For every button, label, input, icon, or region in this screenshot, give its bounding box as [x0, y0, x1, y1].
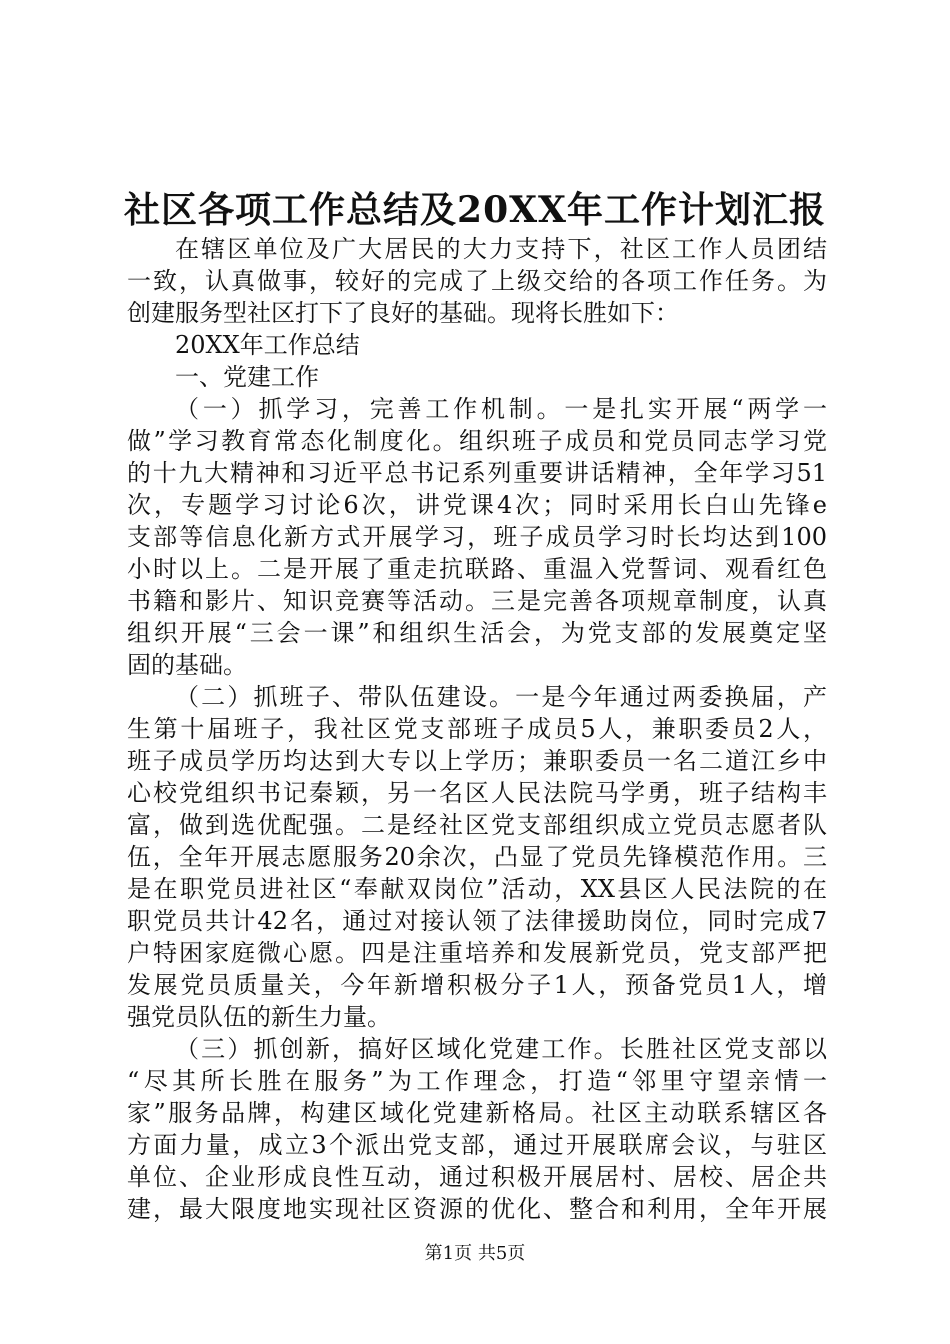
text-line: 家”服务品牌，构建区域化党建新格局。社区主动联系辖区各 [127, 1099, 827, 1127]
text-line: “尽其所长胜在服务”为工作理念，打造“邻里守望亲情一 [127, 1067, 827, 1095]
text-line: 富，做到选优配强。二是经社区党支部组织成立党员志愿者队 [127, 811, 827, 839]
text-line: 小时以上。二是开展了重走抗联路、重温入党誓词、观看红色 [127, 555, 827, 583]
text-line: 单位、企业形成良性互动，通过积极开展居村、居校、居企共 [127, 1163, 827, 1191]
text-line: （三）抓创新，搞好区域化党建工作。长胜社区党支部以 [175, 1035, 827, 1063]
text-line: （二）抓班子、带队伍建设。一是今年通过两委换届，产 [175, 683, 827, 711]
text-line: 发展党员质量关，今年新增积极分子1人，预备党员1人，增 [127, 971, 827, 999]
text-line: 班子成员学历均达到大专以上学历；兼职委员一名二道江乡中 [127, 747, 827, 775]
text-line: 伍，全年开展志愿服务20余次，凸显了党员先锋模范作用。三 [127, 843, 827, 871]
text-line: 生第十届班子，我社区党支部班子成员5人，兼职委员2人， [127, 715, 827, 743]
text-line: 书籍和影片、知识竞赛等活动。三是完善各项规章制度，认真 [127, 587, 827, 615]
text-line: 心校党组织书记秦颖，另一名区人民法院马学勇，班子结构丰 [127, 779, 827, 807]
text-line: 职党员共计42名，通过对接认领了法律援助岗位，同时完成7 [127, 907, 827, 935]
page-footer: 第1页 共5页 [424, 1243, 526, 1264]
document-title: 社区各项工作总结及20XX年工作计划汇报 [124, 189, 826, 231]
text-line: 做”学习教育常态化制度化。组织班子成员和党员同志学习党 [127, 427, 827, 455]
text-line: 次，专题学习讨论6次，讲党课4次；同时采用长白山先锋e [127, 491, 827, 519]
text-line: 20XX年工作总结 [175, 331, 360, 359]
text-line: 建，最大限度地实现社区资源的优化、整合和利用，全年开展 [127, 1195, 827, 1223]
text-line: 强党员队伍的新生力量。 [127, 1003, 391, 1031]
text-line: 方面力量，成立3个派出党支部，通过开展联席会议，与驻区 [127, 1131, 827, 1159]
text-line: 组织开展“三会一课”和组织生活会，为党支部的发展奠定坚 [127, 619, 827, 647]
text-line: （一）抓学习，完善工作机制。一是扎实开展“两学一 [175, 395, 827, 423]
document-body [127, 233, 827, 1225]
text-line: 固的基础。 [127, 651, 247, 679]
text-line: 创建服务型社区打下了良好的基础。现将长胜如下： [127, 299, 679, 327]
text-line: 一、党建工作 [175, 363, 319, 391]
text-line: 一致，认真做事，较好的完成了上级交给的各项工作任务。为 [127, 267, 827, 295]
text-line: 在辖区单位及广大居民的大力支持下，社区工作人员团结 [175, 235, 827, 263]
text-line: 的十九大精神和习近平总书记系列重要讲话精神，全年学习51 [127, 459, 827, 487]
text-line: 户特困家庭微心愿。四是注重培养和发展新党员，党支部严把 [127, 939, 827, 967]
text-line: 是在职党员进社区“奉献双岗位”活动，XX县区人民法院的在 [127, 875, 827, 903]
text-line: 支部等信息化新方式开展学习，班子成员学习时长均达到100 [127, 523, 827, 551]
